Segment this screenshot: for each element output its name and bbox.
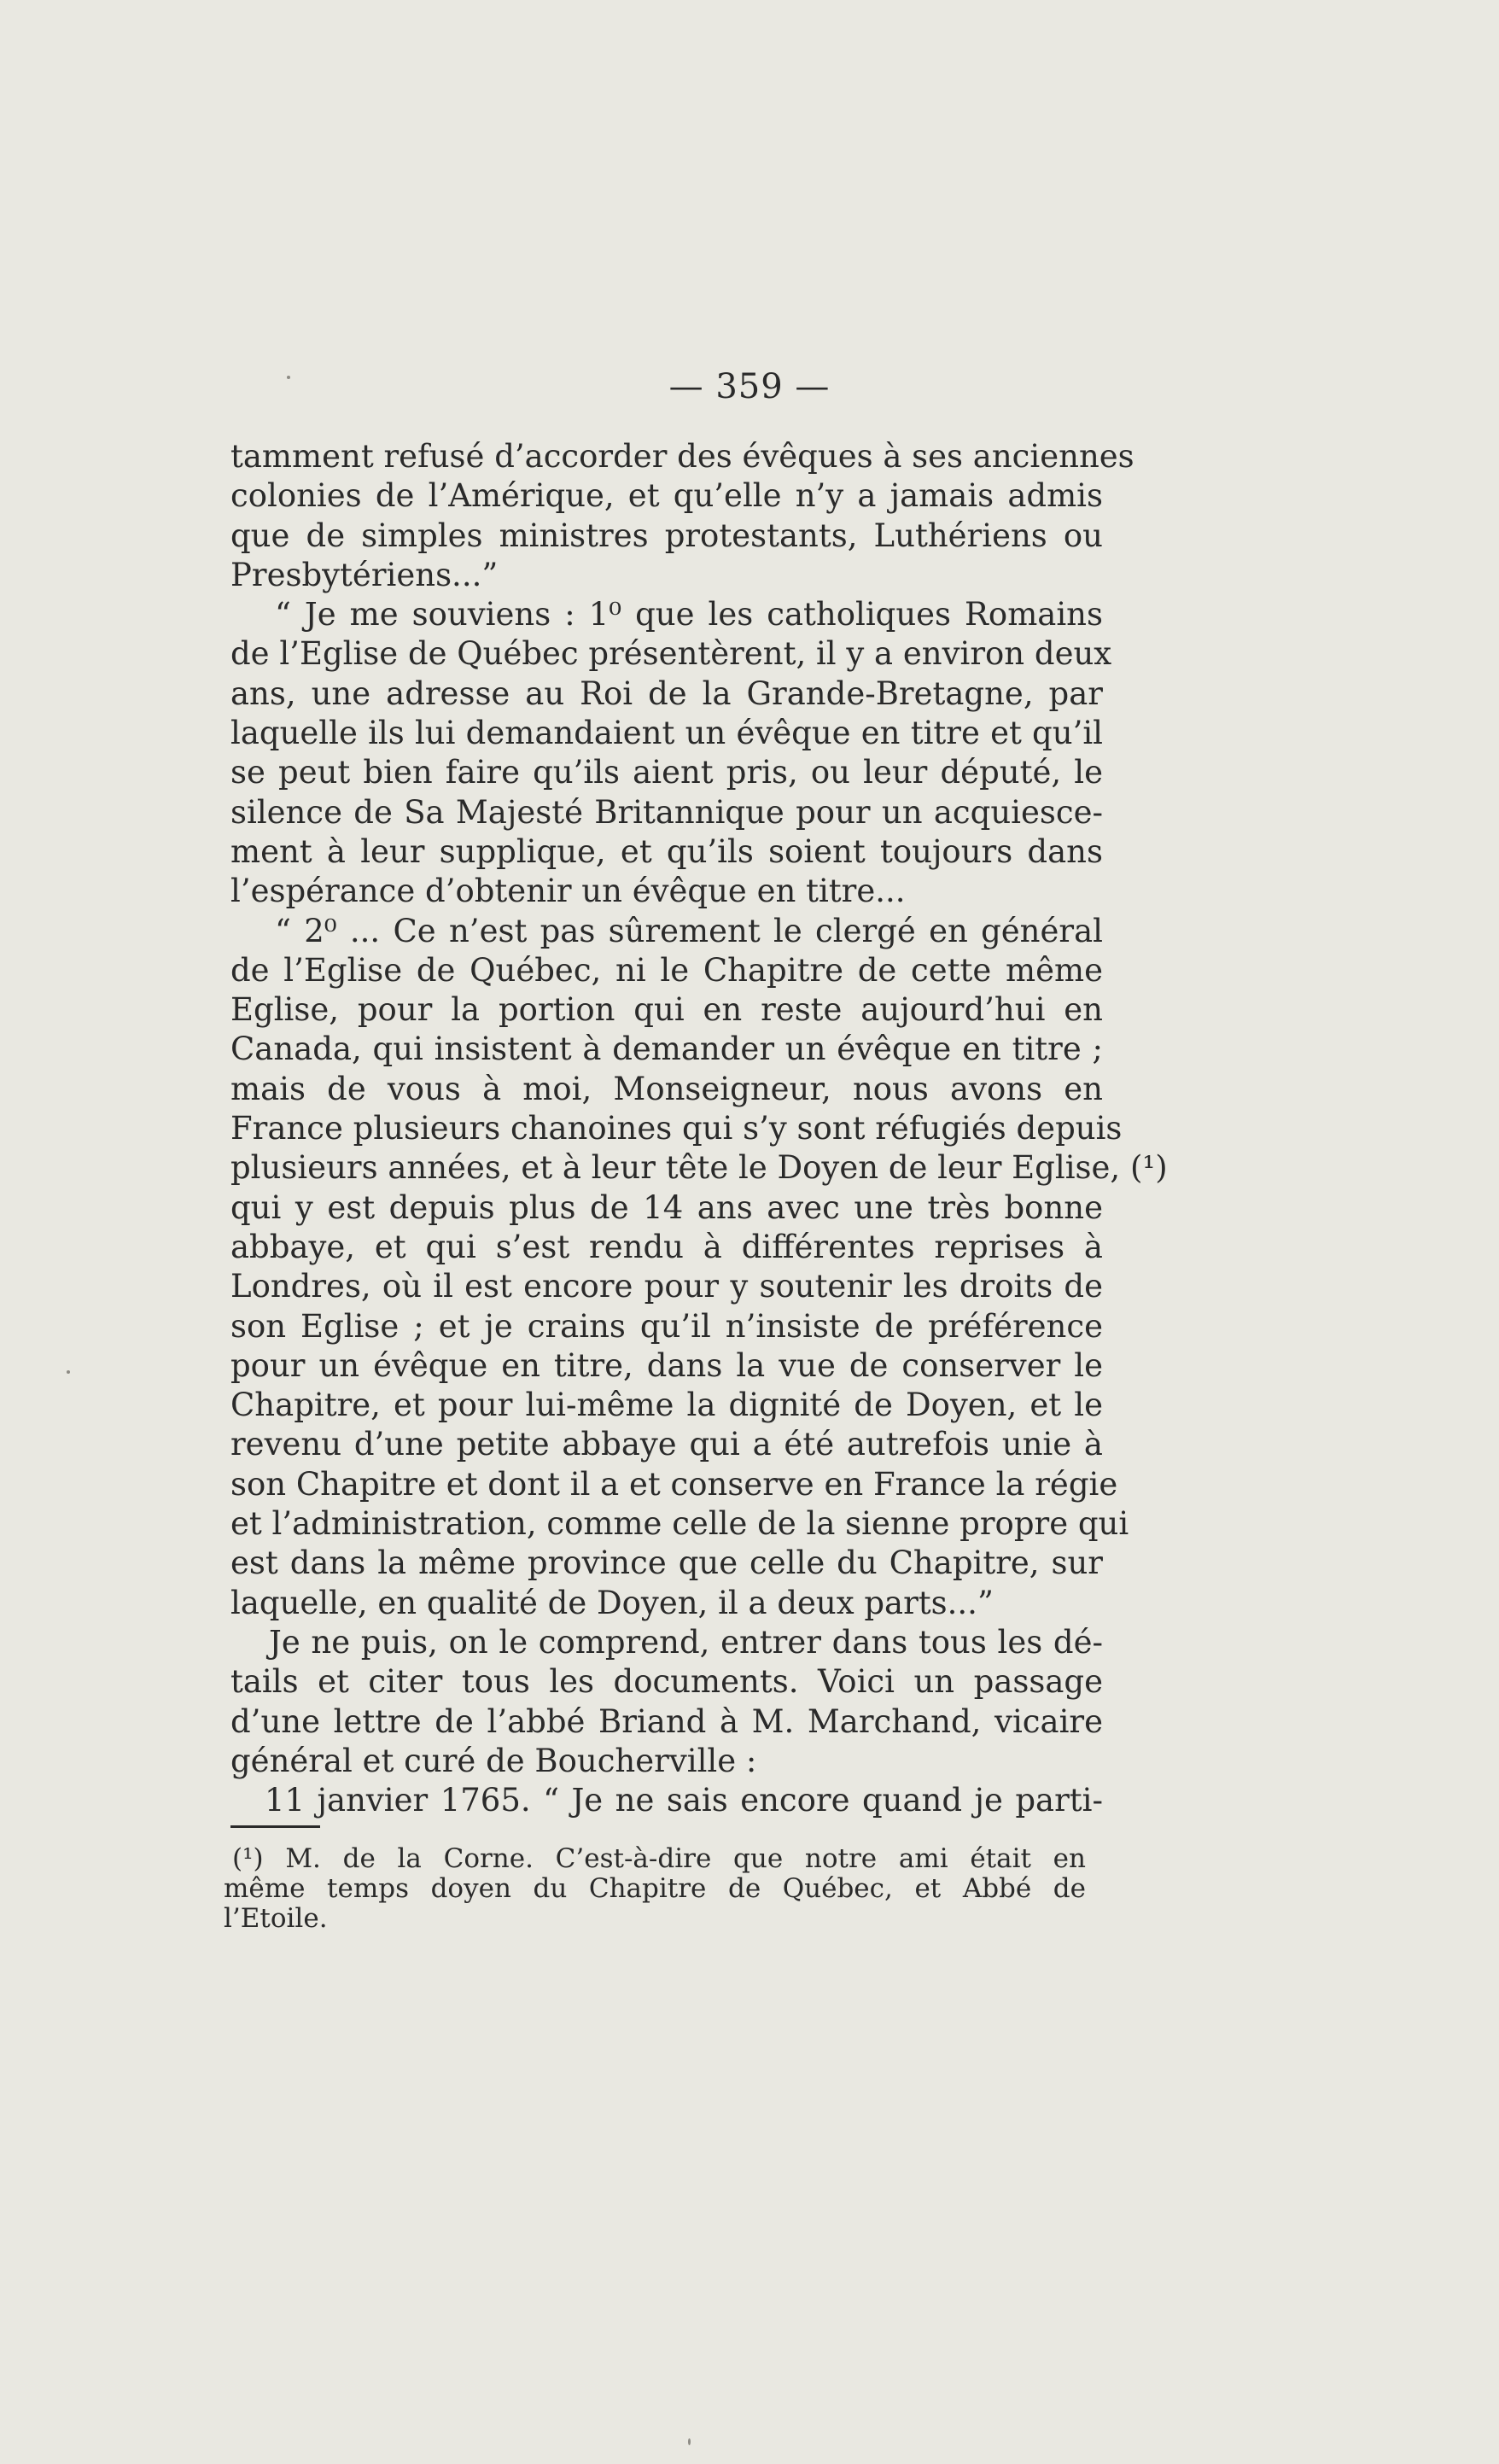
footnotes bbox=[224, 1844, 1086, 1934]
text-line: ans, une adresse au Roi de la Grande-Bretagne, par bbox=[230, 674, 1103, 712]
text-line: général et curé de Boucherville : bbox=[230, 1742, 757, 1779]
text-line: se peut bien faire qu’ils aient pris, ou leur député, le bbox=[230, 754, 1103, 791]
text-line: laquelle, en qualité de Doyen, il a deux parts...” bbox=[230, 1584, 994, 1621]
paper-speck bbox=[688, 2438, 691, 2445]
paper-speck bbox=[67, 1370, 70, 1374]
text-line: tamment refusé d’accorder des évêques à ses anciennes bbox=[230, 438, 1134, 475]
text-line: mais de vous à moi, Monseigneur, nous avons en bbox=[230, 1070, 1103, 1107]
footnote-line: l’Etoile. bbox=[224, 1903, 328, 1934]
text-line: tails et citer tous les documents. Voici un passage bbox=[230, 1663, 1103, 1701]
text-line: France plusieurs chanoines qui s’y sont réfugiés depuis bbox=[230, 1110, 1123, 1147]
text-line: l’espérance d’obtenir un évêque en titre... bbox=[230, 873, 906, 910]
text-line: d’une lettre de l’abbé Briand à M. Marchand, vicaire bbox=[230, 1702, 1103, 1740]
footnote-rule bbox=[230, 1825, 320, 1828]
text-line: qui y est depuis plus de 14 ans avec une très bonne bbox=[230, 1188, 1103, 1226]
text-line: silence de Sa Majesté Britannique pour un acquiesce- bbox=[230, 793, 1103, 831]
text-line: “ Je me souviens : 1⁰ que les catholiques Romains bbox=[275, 596, 1103, 634]
text-line: 11 janvier 1765. “ Je ne sais encore quand je parti- bbox=[265, 1782, 1103, 1819]
text-line: revenu d’une petite abbaye qui a été autrefois unie à bbox=[230, 1426, 1103, 1463]
text-line: Canada, qui insistent à demander un évêque en titre ; bbox=[230, 1031, 1103, 1068]
body-text bbox=[230, 437, 1168, 1820]
footnote-line: (¹) M. de la Corne. C’est-à-dire que notre ami était en bbox=[232, 1843, 1086, 1874]
text-line: plusieurs années, et à leur tête le Doyen de leur Eglise, (¹) bbox=[230, 1149, 1168, 1187]
text-line: laquelle ils lui demandaient un évêque en titre et qu’il bbox=[230, 715, 1103, 752]
text-line: son Eglise ; et je crains qu’il n’insiste de préférence bbox=[230, 1307, 1103, 1345]
text-line: son Chapitre et dont il a et conserve en France la régie bbox=[230, 1465, 1118, 1503]
text-line: ment à leur supplique, et qu’ils soient toujours dans bbox=[230, 832, 1103, 870]
text-line: Chapitre, et pour lui-même la dignité de Doyen, et le bbox=[230, 1387, 1103, 1424]
footnote-line: même temps doyen du Chapitre de Québec, et Abbé de bbox=[224, 1873, 1086, 1904]
text-line: Je ne puis, on le comprend, entrer dans tous les dé- bbox=[269, 1623, 1103, 1661]
text-line: Londres, où il est encore pour y soutenir les droits de bbox=[230, 1268, 1103, 1305]
page-number: — 359 — bbox=[668, 367, 831, 406]
text-line: pour un évêque en titre, dans la vue de conserver le bbox=[230, 1346, 1103, 1384]
text-line: que de simples ministres protestants, Luthériens ou bbox=[230, 517, 1103, 554]
text-line: de l’Eglise de Québec, ni le Chapitre de cette même bbox=[230, 951, 1103, 989]
text-line: Presbytériens...” bbox=[230, 556, 499, 593]
text-line: et l’administration, comme celle de la sienne propre qui bbox=[230, 1505, 1129, 1543]
text-line: abbaye, et qui s’est rendu à différentes reprises à bbox=[230, 1228, 1103, 1265]
text-line: de l’Eglise de Québec présentèrent, il y a environ deux bbox=[230, 635, 1112, 673]
text-line: est dans la même province que celle du Chapitre, sur bbox=[230, 1544, 1103, 1582]
text-line: “ 2⁰ ... Ce n’est pas sûrement le clergé en général bbox=[275, 912, 1103, 949]
text-line: Eglise, pour la portion qui en reste aujourd’hui en bbox=[230, 991, 1103, 1029]
text-line: colonies de l’Amérique, et qu’elle n’y a jamais admis bbox=[230, 477, 1103, 515]
